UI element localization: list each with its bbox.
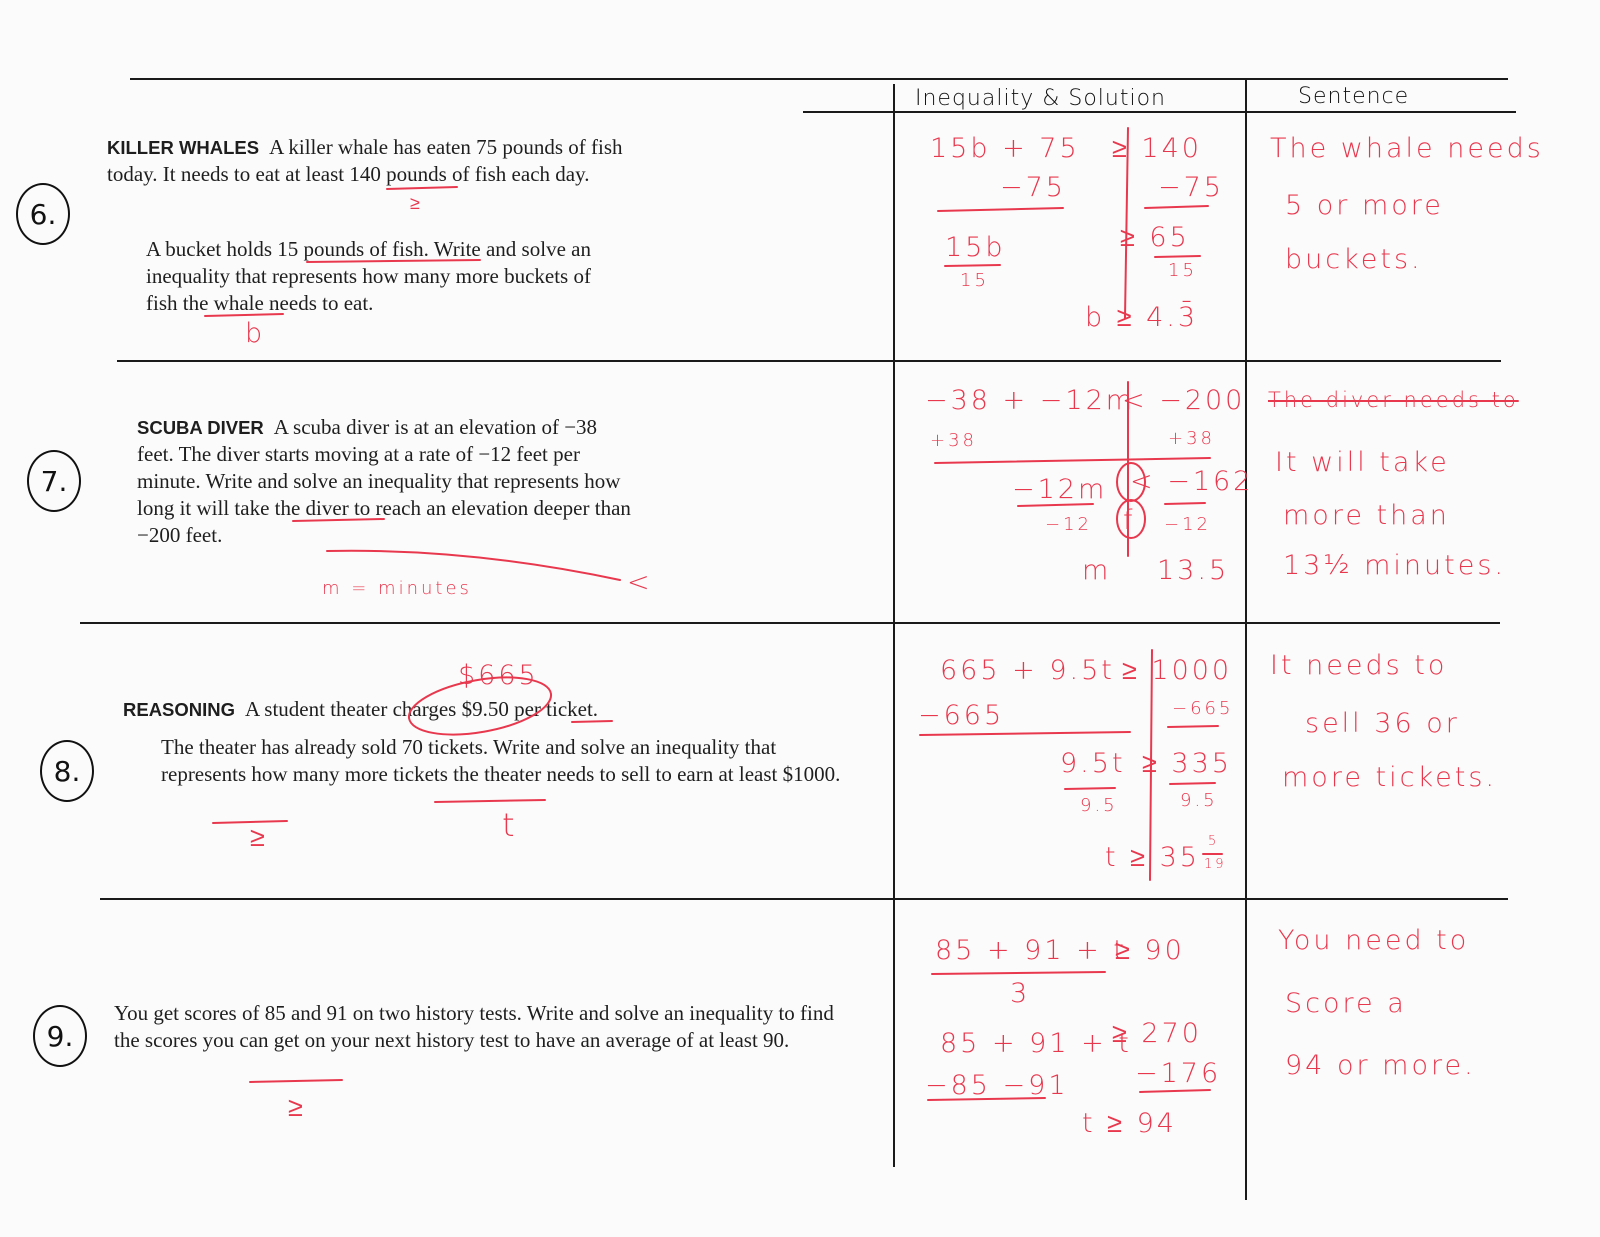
underline-mark [572, 721, 612, 722]
sentence-line: 94 or more. [1285, 1050, 1476, 1081]
fraction-bar [1065, 788, 1115, 789]
work-divider [1168, 726, 1218, 727]
problem-text: The theater has already sold 70 tickets. Write and solve an inequality that represents how many more tickets the theater needs to sell to earn at least $1000. [161, 735, 841, 786]
problem-title: REASONING [123, 699, 236, 720]
vertical-divider [1150, 650, 1152, 880]
sentence-line: Score a [1285, 988, 1407, 1019]
sentence-line: 13½ minutes. [1283, 550, 1506, 581]
margin-note: $665 [458, 660, 539, 691]
sentence-line: The whale needs [1270, 133, 1544, 164]
work-step: m [1082, 555, 1112, 586]
work-step: 15b [945, 232, 1006, 263]
work-step: −85 −91 [925, 1070, 1069, 1101]
problem-text: A bucket holds 15 pounds of fish. Write and solve an inequality that represents how many more buckets of fish the whale needs to eat. [146, 237, 591, 315]
underline-mark [435, 800, 545, 802]
work-step: −12m [1012, 474, 1108, 505]
work-step: −12 [1164, 514, 1211, 535]
circled-mark [1117, 463, 1145, 501]
work-divider [935, 458, 1210, 463]
work-step: b ≥ 4.3̄ [1085, 302, 1199, 333]
work-step: 15 [960, 270, 989, 291]
work-divider [1140, 1090, 1210, 1092]
circled-mark [1117, 500, 1145, 538]
work-step: ≥ 270 [1112, 1018, 1202, 1049]
work-step: +38 [1168, 428, 1215, 449]
problem-title: KILLER WHALES [107, 137, 260, 158]
underline-mark [387, 187, 457, 189]
work-step: f [1123, 505, 1136, 536]
underline-mark [293, 519, 384, 521]
underline-mark [307, 260, 480, 262]
work-step: −12 [1045, 514, 1092, 535]
work-step: 19 [1204, 857, 1227, 872]
vertical-divider [1125, 128, 1128, 318]
problem-text: A scuba diver is at an elevation of −38 feet. The diver starts moving at a rate of −12 feet per minute. Write and solve an inequality that represents how long it will take the diver to reach an elevation deeper than −200 feet. [137, 415, 631, 547]
work-divider [938, 208, 1063, 211]
fraction-bar [1165, 503, 1205, 504]
work-step: −665 [918, 700, 1005, 731]
problem-number: 6. [29, 197, 57, 231]
margin-note: t [502, 806, 518, 844]
underline-mark [213, 821, 287, 823]
fraction-bar [945, 265, 1000, 266]
sentence-line: more than [1283, 500, 1450, 531]
sentence-line: It needs to [1270, 650, 1448, 681]
work-step: < −200 [1122, 385, 1246, 416]
fraction-bar [932, 972, 1105, 974]
problem-title: SCUBA DIVER [137, 417, 264, 438]
work-step: 9.5 [1080, 795, 1118, 816]
work-step: 3 [1010, 978, 1031, 1009]
margin-note: ≥ [250, 822, 268, 853]
work-step: −75 [1000, 172, 1066, 203]
problem-text: A student theater charges $9.50 per ticket. [245, 697, 599, 721]
header-sentence: Sentence [1298, 84, 1410, 109]
work-step: 15b + 75 [930, 133, 1080, 164]
margin-note: b [245, 318, 266, 349]
problem-text: A killer whale has eaten 75 pounds of fish today. It needs to eat at least 140 pounds of fish each day. [107, 135, 623, 186]
underline-mark [327, 551, 620, 580]
underline-mark [205, 314, 283, 316]
work-step: −665 [1172, 698, 1234, 719]
fraction-bar [1018, 504, 1093, 506]
fraction-bar [1155, 256, 1200, 257]
sentence-line: buckets. [1285, 244, 1423, 275]
margin-note: m = minutes [322, 578, 472, 599]
work-step: 85 + 91 + t [940, 1028, 1132, 1059]
work-step: 85 + 91 + t [935, 935, 1127, 966]
work-step: 13.5 [1157, 555, 1230, 586]
work-step: ≥ 90 [1115, 935, 1185, 966]
work-step: −176 [1135, 1058, 1222, 1089]
work-step: −38 + −12m [925, 385, 1136, 416]
work-step: 5 [1208, 834, 1220, 849]
work-step: 665 + 9.5t [940, 655, 1115, 686]
sentence-line: It will take [1275, 447, 1450, 478]
work-step: t ≥ 94 [1082, 1108, 1177, 1139]
sentence-line: sell 36 or [1305, 708, 1460, 739]
sentence-line: more tickets. [1282, 762, 1497, 793]
work-step: −75 [1158, 172, 1224, 203]
work-step: ≥ 65 [1120, 222, 1190, 253]
margin-note: ≥ [410, 193, 423, 214]
circled-mark [405, 668, 556, 744]
work-step: 9.5t [1060, 748, 1126, 779]
work-divider [928, 1098, 1045, 1100]
work-divider [920, 732, 1130, 735]
work-step: ≥ 1000 [1122, 655, 1233, 686]
work-step: t ≥ 35 [1105, 842, 1200, 873]
sentence-line: You need to [1278, 925, 1470, 956]
work-divider [1145, 206, 1208, 208]
sentence-struck: The diver needs to [1268, 388, 1519, 412]
work-step: ≥ 140 [1112, 133, 1202, 164]
problem-number: 9. [46, 1019, 74, 1053]
work-step: ≥ 335 [1142, 748, 1232, 779]
work-step: 15 [1168, 260, 1197, 281]
header-inequality-solution: Inequality & Solution [915, 86, 1166, 111]
margin-note: < [627, 567, 653, 598]
work-step: < −162 [1130, 466, 1254, 497]
underline-mark [250, 1080, 342, 1082]
work-step: +38 [930, 430, 977, 451]
sentence-line: 5 or more [1285, 190, 1444, 221]
problem-text: You get scores of 85 and 91 on two history tests. Write and solve an inequality to find the scores you can get on your next history test to have an average of at least 90. [114, 1001, 834, 1052]
work-step: 9.5 [1180, 790, 1218, 811]
problem-number: 8. [53, 754, 81, 788]
problem-number: 7. [40, 464, 68, 498]
margin-note: ≥ [288, 1092, 306, 1123]
fraction-bar [1170, 783, 1215, 784]
